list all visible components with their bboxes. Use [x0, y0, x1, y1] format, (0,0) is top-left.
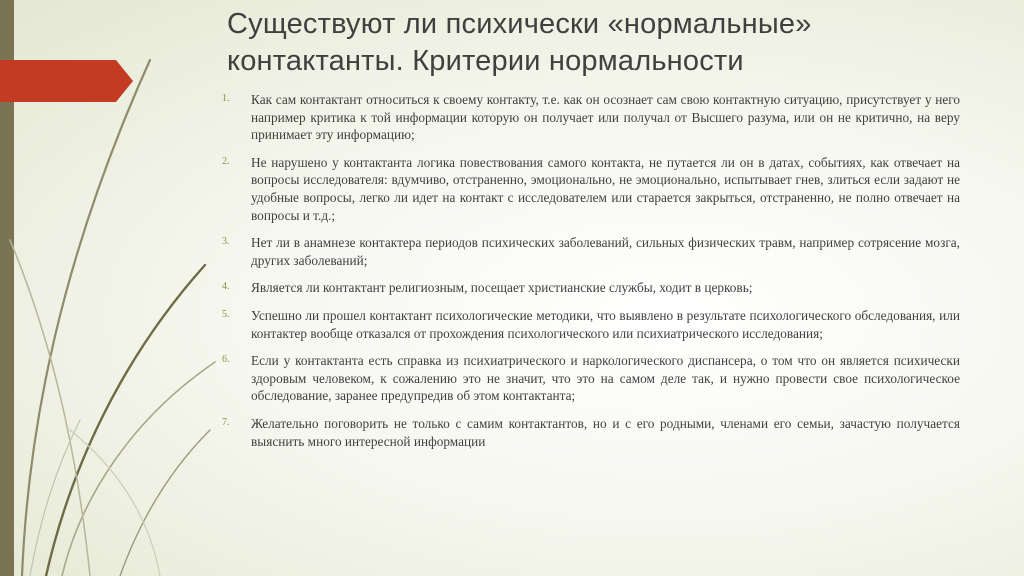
list-item [222, 279, 960, 297]
item-text: Успешно ли прошел контактант психологические методики, что выявлено в результате психологического обследования, или контактер вообще отказался от прохождения психологического или психиатрического исследования; [251, 307, 960, 341]
item-number: 2. [222, 155, 230, 167]
slide-title: Существуют ли психически «нормальные» контактанты. Критерии нормальности [227, 8, 812, 77]
item-number: 6. [222, 354, 230, 366]
list-item [222, 415, 960, 450]
item-number: 1. [222, 93, 230, 104]
item-number: 5. [222, 308, 230, 320]
list-item [222, 154, 960, 224]
list-item [222, 234, 960, 269]
item-text: Является ли контактант религиозным, посещает христианские службы, ходит в церковь; [251, 280, 753, 296]
list-item [222, 307, 960, 342]
item-text: Как сам контактант относиться к своему контакту, т.е. как он осознает сам свою контактную ситуацию, присутствует у него например критика к той информации которую он получает или получал от Высшего разума, или он не критично, на веру принимает эту информацию; [251, 92, 960, 143]
list-item [222, 91, 960, 144]
item-text: Нет ли в анамнезе контактера периодов психических заболеваний, сильных физических травм, например сотрясение мозга, других заболеваний; [251, 235, 960, 268]
item-number: 3. [222, 236, 230, 248]
item-number: 4. [222, 281, 230, 293]
list-item [222, 352, 960, 405]
item-text: Если у контактанта есть справка из психиатрического и наркологического диспансера, о том что он является психически здоровым человеком, к сожалению это не значит, что это на самом деле так, и нужно провести свое психологическое обследование, заранее предупредив об этом контактанта; [251, 353, 960, 404]
item-number: 7. [222, 416, 230, 428]
red-arrow-banner [0, 60, 133, 102]
item-text: Желательно поговорить не только с самим контактантов, но и с его родными, членами его семьи, зачастую получается выяснить много интересной информации [251, 415, 960, 449]
item-text: Не нарушено у контактанта логика повествования самого контакта, не путается ли он в датах, событиях, как отвечает на вопросы исследователя: вдумчиво, отстраненно, эмоционально, не эмоционально, испытывает гнев, злиться если задают не удобные вопросы, легко ли идет на контакт с исследователем или старается закрыться, отстраненно, не полно отвечает на вопросы и т.д.; [251, 154, 960, 223]
criteria-list [222, 91, 960, 460]
